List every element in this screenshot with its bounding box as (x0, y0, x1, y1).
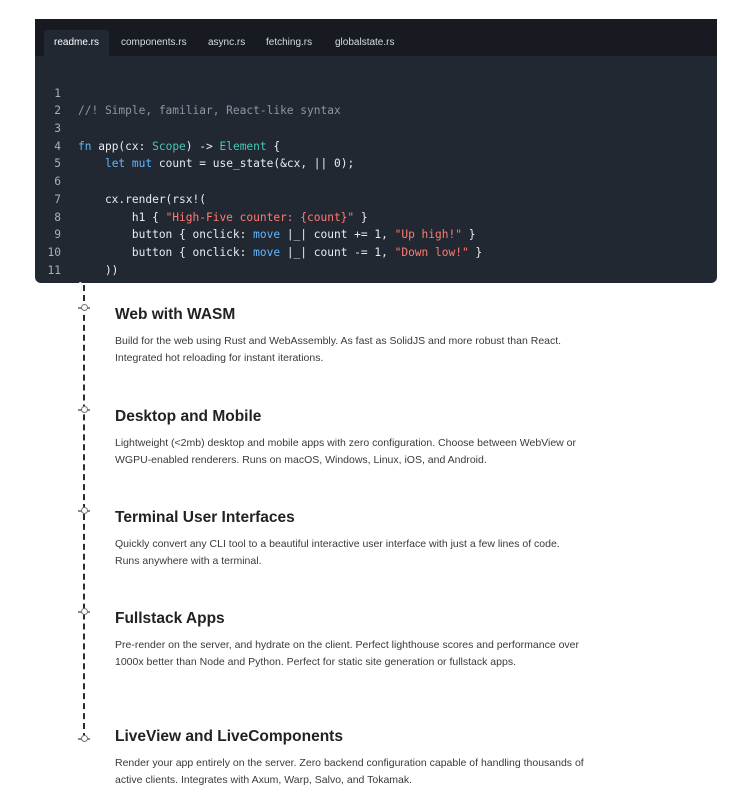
code-text: } (468, 245, 483, 259)
feature-fullstack-apps (115, 610, 585, 670)
feature-title: Terminal User Interfaces (115, 509, 295, 526)
feature-title: Web with WASM (115, 306, 236, 323)
code-text: } (461, 228, 476, 242)
code-line (35, 102, 717, 153)
timeline-node-icon (78, 606, 90, 618)
tab-readme-rs[interactable]: readme.rs (44, 30, 109, 56)
feature-desktop-mobile (115, 408, 585, 468)
code-keyword: fn (78, 139, 92, 153)
line-number: 3 (54, 122, 61, 136)
code-text: )) (78, 263, 119, 277)
code-text: count = use_state(&cx, || 0); (152, 157, 355, 171)
code-text: } (354, 210, 368, 224)
code-keyword: move (253, 245, 281, 259)
code-keyword: let (104, 157, 126, 171)
tab-components-rs[interactable]: components.rs (121, 37, 187, 48)
line-number: 5 (54, 157, 61, 171)
feature-description: Quickly convert any CLI tool to a beautiful interactive user interface with just a few lines of code. Runs anywhere with a terminal. (115, 538, 560, 567)
feature-description: Render your app entirely on the server. Zero backend configuration capable of handling thousands of active clients. Integrates with Axum, Warp, Salvo, and Tokamak. (115, 757, 584, 786)
tab-globalstate-rs[interactable]: globalstate.rs (335, 37, 395, 48)
line-number: 8 (54, 210, 61, 224)
code-text: } (78, 281, 85, 295)
code-block (35, 67, 717, 295)
code-string: "Down low!" (394, 245, 469, 259)
timeline-node-icon (78, 302, 90, 314)
feature-description: Build for the web using Rust and WebAssembly. As fast as SolidJS and more robust than React. Integrated hot reloading for instant iterations. (115, 335, 562, 364)
tab-async-rs[interactable]: async.rs (208, 37, 246, 48)
code-keyword: mut (131, 157, 153, 171)
line-number: 10 (47, 245, 61, 259)
feature-title: Fullstack Apps (115, 610, 225, 627)
feature-web-wasm (115, 306, 585, 366)
feature-title: LiveView and LiveComponents (115, 728, 343, 745)
feature-terminal-ui (115, 509, 585, 569)
timeline-node-icon (78, 733, 90, 745)
code-line (35, 67, 717, 118)
tab-fetching-rs[interactable]: fetching.rs (266, 37, 313, 48)
code-text: |_| count += 1, (280, 228, 395, 242)
code-type: Scope (152, 139, 186, 153)
code-string: "Up high!" (394, 228, 462, 242)
feature-liveview (115, 728, 585, 788)
code-text: h1 { (78, 210, 166, 224)
code-line (35, 155, 717, 206)
code-text: |_| count -= 1, (280, 245, 395, 259)
code-text: ) -> (185, 139, 220, 153)
feature-description: Lightweight (<2mb) desktop and mobile apps with zero configuration. Choose between WebView or WGPU-enabled renderers. Runs on macOS, Windows, Linux, iOS, and Android. (115, 437, 577, 466)
feature-description: Pre-render on the server, and hydrate on the client. Perfect lighthouse scores and performance over 1000x better than Node and Python. Perfect for static site generation or fullstack apps. (115, 639, 580, 668)
code-comment: //! Simple, familiar, React-like syntax (78, 104, 341, 118)
code-text: cx.render(rsx!( (78, 192, 206, 206)
code-text: button { onclick: (78, 228, 254, 242)
code-line (35, 244, 717, 295)
line-number: 7 (54, 192, 61, 206)
timeline-node-icon (78, 404, 90, 416)
line-number: 6 (54, 175, 61, 189)
code-string: "High-Five counter: {count}" (165, 210, 355, 224)
code-keyword: move (253, 228, 281, 242)
code-type: Element (219, 139, 267, 153)
code-editor (35, 19, 717, 295)
code-text: { (266, 139, 281, 153)
code-text: button { onclick: (78, 245, 254, 259)
code-text: app(cx: (91, 139, 153, 153)
line-number: 9 (54, 228, 61, 242)
feature-title: Desktop and Mobile (115, 408, 262, 425)
timeline-node-icon (78, 505, 90, 517)
line-number: 11 (47, 263, 61, 277)
line-number: 4 (54, 139, 61, 153)
line-number: 1 (54, 86, 61, 100)
file-tab-bar (35, 19, 717, 56)
line-number: 2 (54, 104, 61, 118)
